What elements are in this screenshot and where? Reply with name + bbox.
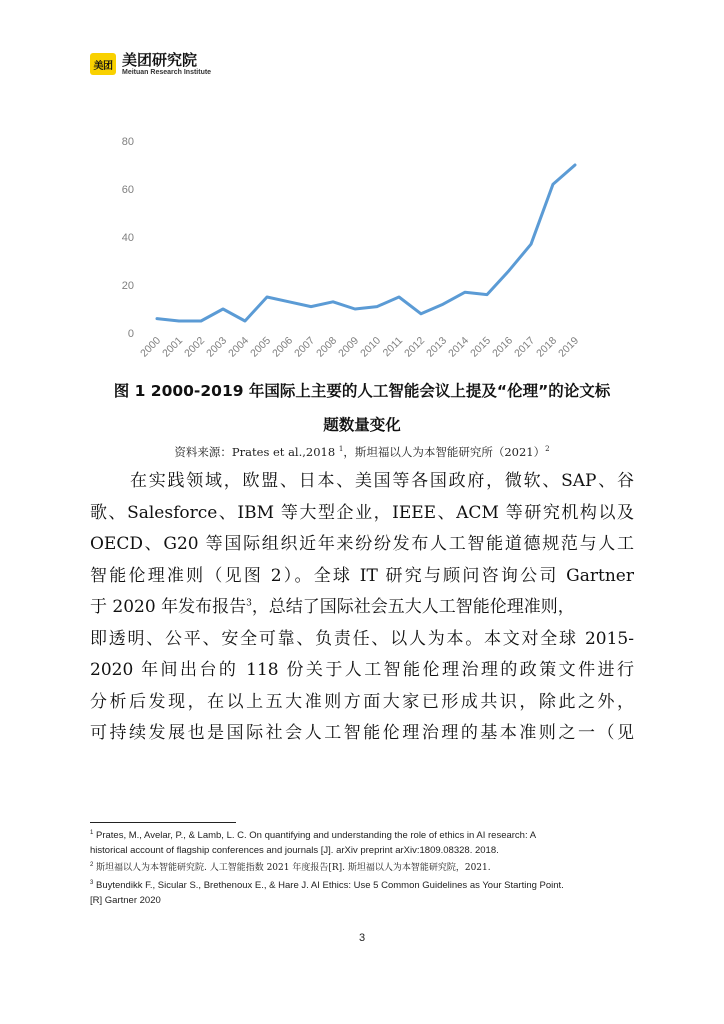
x-tick-label: 2010 (358, 334, 384, 360)
x-tick-label: 2009 (336, 334, 362, 360)
line-chart (110, 128, 600, 368)
y-tick-label: 60 (121, 184, 134, 196)
footnotes (90, 826, 634, 908)
figure-source: 资料来源：Prates et al.,2018 $^1$，斯坦福以人为本智能研究所$(2021)^2$ (174, 445, 550, 459)
footnote-3-cont: [R] Gartner 2020 (90, 894, 161, 906)
x-tick-label: 2016 (490, 334, 516, 360)
footnote-1-cont: historical account of flagship conferences and journals [J]. arXiv preprint arXiv:1809.08328. 2018. (90, 844, 499, 856)
footnote-ref[interactable]: 3 (246, 598, 252, 609)
footnote-1: $^1$ Prates, M., Avelar, P., & Lamb, L. C. On quantifying and understanding the role of ethics in AI research: A (90, 830, 537, 842)
body-line: 即透明、公平、安全可靠、负责任、以人为本。本文对全球 2015- (90, 628, 634, 649)
footnote-divider (90, 822, 236, 823)
x-tick-label: 2003 (204, 334, 230, 360)
x-tick-label: 2014 (446, 334, 472, 360)
x-tick-label: 2000 (138, 334, 164, 360)
body-line: OECD、G20 等国际组织近年来纷纷发布人工智能道德规范与人工 (90, 534, 634, 554)
y-tick-label: 20 (121, 280, 134, 292)
x-tick-label: 2001 (160, 334, 186, 360)
logo-subtitle: Meituan Research Institute (122, 68, 212, 76)
logo-mark: 美团 (90, 53, 116, 75)
x-tick-label: 2018 (534, 334, 560, 360)
x-tick-label: 2012 (402, 334, 428, 360)
footnote-2: $^2$ 斯坦福以人为本智能研究院. 人工智能指数 2021 年度报告[R]. 斯坦福以人为本智能研究院，2021. (90, 862, 491, 874)
x-tick-label: 2005 (248, 334, 274, 360)
page-number: 3 (358, 932, 366, 944)
y-tick-label: 40 (121, 232, 134, 244)
footnote-3: $^3$ Buytendikk F., Sicular S., Brethenoux E., & Hare J. AI Ethics: Use 5 Common Guidelines as Your Starting Point. (90, 880, 564, 892)
body-paragraph (90, 466, 634, 750)
x-tick-label: 2019 (556, 334, 582, 360)
chart-series-line (157, 165, 575, 321)
body-line: 在实践领域，欧盟、日本、美国等各国政府，微软、SAP、谷 (130, 471, 634, 491)
body-line: 于 2020 年发布报告$^3$，总结了国际社会五大人工智能伦理准则， (90, 597, 575, 617)
logo (90, 51, 211, 77)
body-line: 分析后发现，在以上五大准则方面大家已形成共识，除此之外， (90, 691, 634, 712)
figure-caption-cont: 题数量变化 (323, 416, 401, 434)
logo-title: 美团研究院 (122, 50, 198, 69)
x-tick-label: 2017 (512, 334, 538, 360)
figure-caption: 图 1 2000-2019 年国际上主要的人工智能会议上提及“伦理”的论文标 (113, 382, 611, 400)
body-line: 智能伦理准则（见图 2）。全球 IT 研究与顾问咨询公司 Gartner (90, 565, 634, 586)
x-tick-label: 2004 (226, 334, 252, 360)
y-tick-label: 0 (127, 328, 134, 340)
x-tick-label: 2013 (424, 334, 450, 360)
x-tick-label: 2007 (292, 334, 318, 360)
y-tick-label: 80 (121, 136, 134, 148)
x-tick-label: 2008 (314, 334, 340, 360)
x-tick-label: 2015 (468, 334, 494, 360)
x-tick-label: 2011 (380, 334, 406, 360)
body-line: 2020 年间出台的 118 份关于人工智能伦理治理的政策文件进行 (90, 660, 634, 680)
body-line: 歌、Salesforce、IBM 等大型企业，IEEE、ACM 等研究机构以及 (90, 502, 634, 523)
body-line: 可持续发展也是国际社会人工智能伦理治理的基本准则之一（见 (90, 723, 634, 743)
x-tick-label: 2002 (182, 334, 208, 360)
x-tick-label: 2006 (270, 334, 296, 360)
